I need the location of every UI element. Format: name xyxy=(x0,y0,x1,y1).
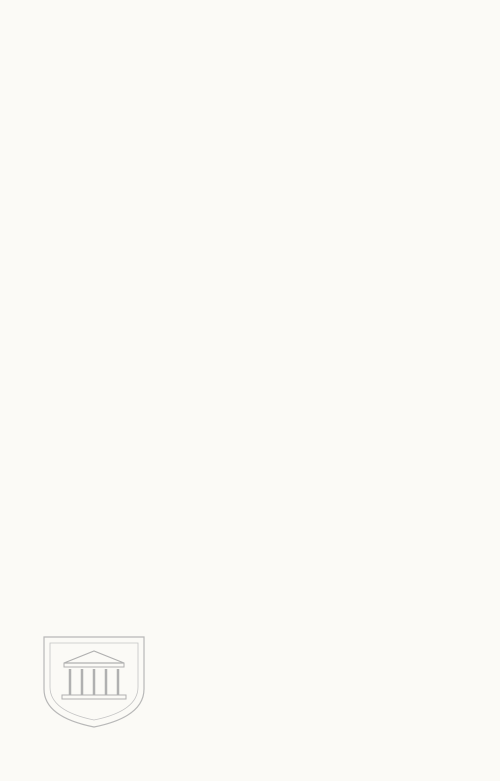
table-of-contents xyxy=(60,45,473,59)
institute-logo xyxy=(34,629,154,729)
